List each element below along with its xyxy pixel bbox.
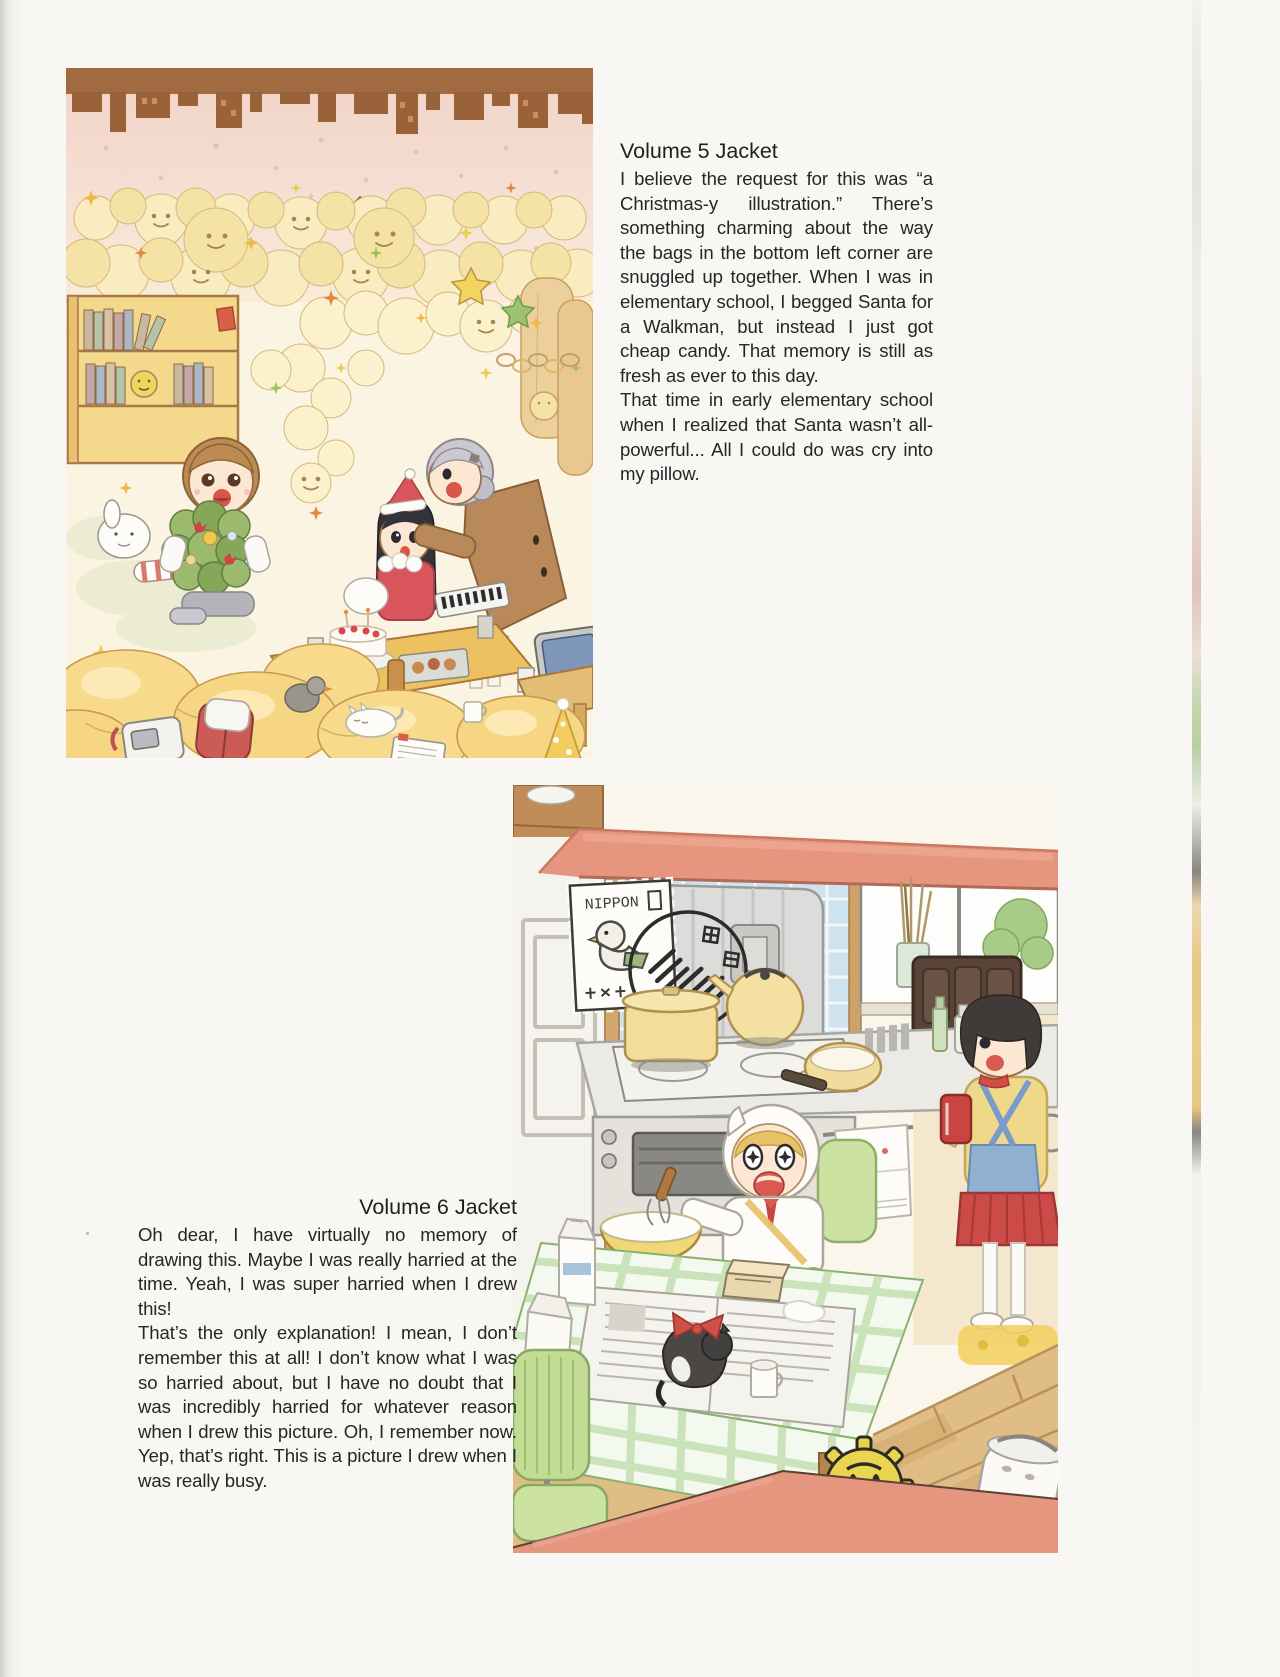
next-page-edge — [1192, 0, 1201, 1677]
backpack — [195, 697, 255, 758]
table-mug — [751, 1360, 782, 1397]
volume6-paragraph-1: Oh dear, I have virtually no memory of drawing this. Maybe I was really harried at the time. Yeah, I was super harried when I drew this! — [138, 1224, 517, 1319]
stamp-country-text: NIPPON — [584, 894, 640, 914]
volume-5-jacket-artwork — [66, 68, 593, 758]
butter-box — [723, 1260, 789, 1301]
volume5-title: Volume 5 Jacket — [620, 139, 778, 163]
milk-carton — [559, 1219, 595, 1305]
smiley-clock — [131, 371, 157, 397]
volume5-commentary — [620, 138, 933, 487]
food-tray — [399, 649, 470, 684]
volume6-paragraph-2: That’s the only explanation! I mean, I don’t remember this at all! I don’t know what I was so harried about, but I have no doubt that I was incredibly harried for whatever reason when I drew this picture. Oh, I remember now. Yep, that’s right. This is a picture I drew when I was really busy. — [138, 1322, 517, 1491]
small-mug — [464, 702, 486, 722]
big-pot — [623, 987, 719, 1072]
page-gutter-shadow — [0, 0, 26, 1677]
volume5-paragraph-1: I believe the request for this was “a Christmas-y illustration.” There’s something charming about the way the bags in the bottom left corner are snuggled up together. When I was in elementary school, I begged Santa for a Walkman, but instead I just got cheap candy. That memory is still as fresh as ever to this day. — [620, 168, 933, 386]
scan-speck — [86, 1232, 89, 1235]
volume-6-artwork-canvas — [513, 785, 1058, 1553]
volume6-commentary — [138, 1194, 517, 1494]
chair-back — [818, 1140, 876, 1242]
volume5-paragraph-2: That time in early elementary school when I realized that Santa wasn’t all-powerful... All I could do was cry into my pillow. — [620, 389, 933, 485]
volume6-title: Volume 6 Jacket — [359, 1195, 517, 1219]
volume-6-jacket-artwork — [513, 785, 1058, 1553]
volume-5-artwork-canvas — [66, 68, 593, 758]
